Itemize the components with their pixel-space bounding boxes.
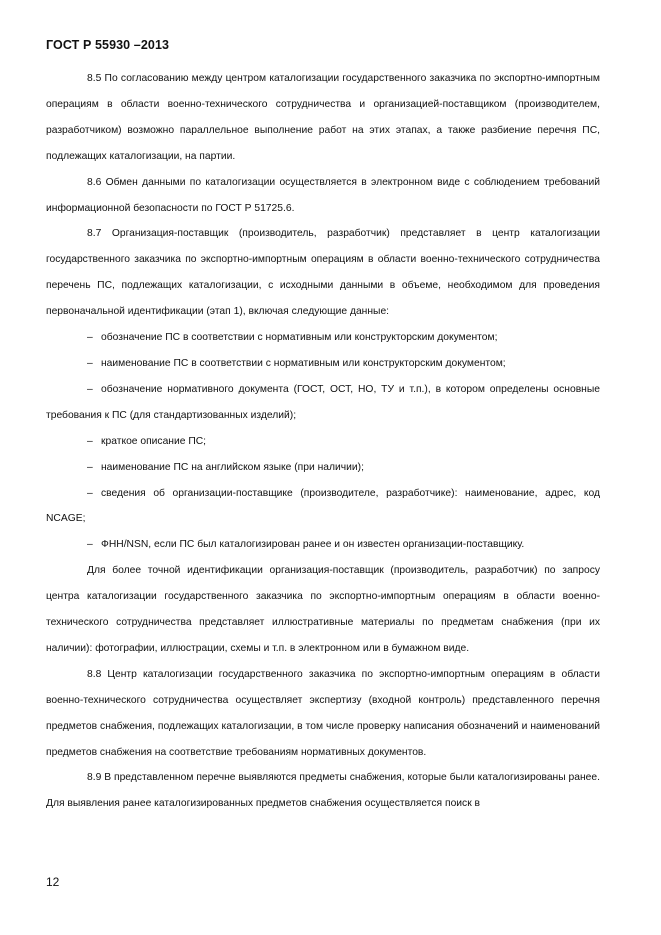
dash-marker: – <box>87 487 93 499</box>
paragraph-illustrative-materials: Для более точной идентификации организация-поставщик (производитель, разработчик) по запросу центра каталогизации государственного заказчика по экспортно-импортным операциям в области военно-технического сотрудничества представляет иллюстративные материалы по предметам снабжения (при их наличии): фотографии, иллюстрации, схемы и т.п. в электронном или в бумажном виде. <box>46 565 600 654</box>
paragraph-8-6: 8.6 Обмен данными по каталогизации осуществляется в электронном виде с соблюдением требований информационной безопасности по ГОСТ Р 51725.6. <box>46 176 600 214</box>
dash-marker: – <box>87 461 93 473</box>
dash-marker: – <box>87 435 93 447</box>
list-item-text: наименование ПС в соответствии с нормативным или конструкторским документом; <box>101 357 506 369</box>
list-item <box>46 532 600 558</box>
list-item <box>46 351 600 377</box>
dash-marker: – <box>87 357 93 369</box>
list-item <box>46 481 600 533</box>
paragraph-8-5: 8.5 По согласованию между центром каталогизации государственного заказчика по экспортно-импортным операциям в области военно-технического сотрудничества и организацией-поставщиком (производителем, разработчиком) возможно параллельное выполнение работ на этих этапах, а также разбиение перечня ПС, подлежащих каталогизации, на партии. <box>46 73 600 162</box>
document-body <box>46 66 600 817</box>
list-item-text: наименование ПС на английском языке (при наличии); <box>101 461 364 473</box>
list-item <box>46 377 600 429</box>
paragraph-8-8: 8.8 Центр каталогизации государственного заказчика по экспортно-импортным операциям в области военно-технического сотрудничества осуществляет экспертизу (входной контроль) представленного перечня предметов снабжения, подлежащих каталогизации, в том числе проверку написания обозначений и наименований предметов снабжения на соответствие требованиям нормативных документов. <box>46 668 600 758</box>
page-number: 12 <box>46 875 60 889</box>
list-item <box>46 429 600 455</box>
dash-marker: – <box>87 383 93 395</box>
document-header: ГОСТ Р 55930 –2013 <box>46 38 170 52</box>
list-item-text: обозначение ПС в соответствии с нормативным или конструкторским документом; <box>101 332 498 344</box>
list-item-text: ФНН/NSN, если ПС был каталогизирован ранее и он известен организации-поставщику. <box>101 539 525 551</box>
paragraph-8-7: 8.7 Организация-поставщик (производитель, разработчик) представляет в центр каталогизации государственного заказчика по экспортно-импортным операциям в области военно-технического сотрудничества перечень ПС, подлежащих каталогизации, с исходными данными в объеме, необходимом для проведения первоначальной идентификации (этап 1), включая следующие данные: <box>46 228 600 318</box>
list-item <box>46 455 600 481</box>
list-item-text: краткое описание ПС; <box>101 435 207 447</box>
list-item-text: обозначение нормативного документа (ГОСТ, ОСТ, НО, ТУ и т.п.), в котором определены основные требования к ПС (для стандартизованных изделий); <box>46 383 600 421</box>
paragraph-8-9: 8.9 В представленном перечне выявляются предметы снабжения, которые были каталогизированы ранее. Для выявления ранее каталогизированных предметов снабжения осуществляется поиск в <box>46 772 600 810</box>
dash-marker: – <box>87 539 93 551</box>
list-item-text: сведения об организации-поставщике (производителе, разработчике): наименование, адрес, код NCAGE; <box>46 487 600 525</box>
list-item <box>46 325 600 351</box>
dash-marker: – <box>87 332 93 344</box>
